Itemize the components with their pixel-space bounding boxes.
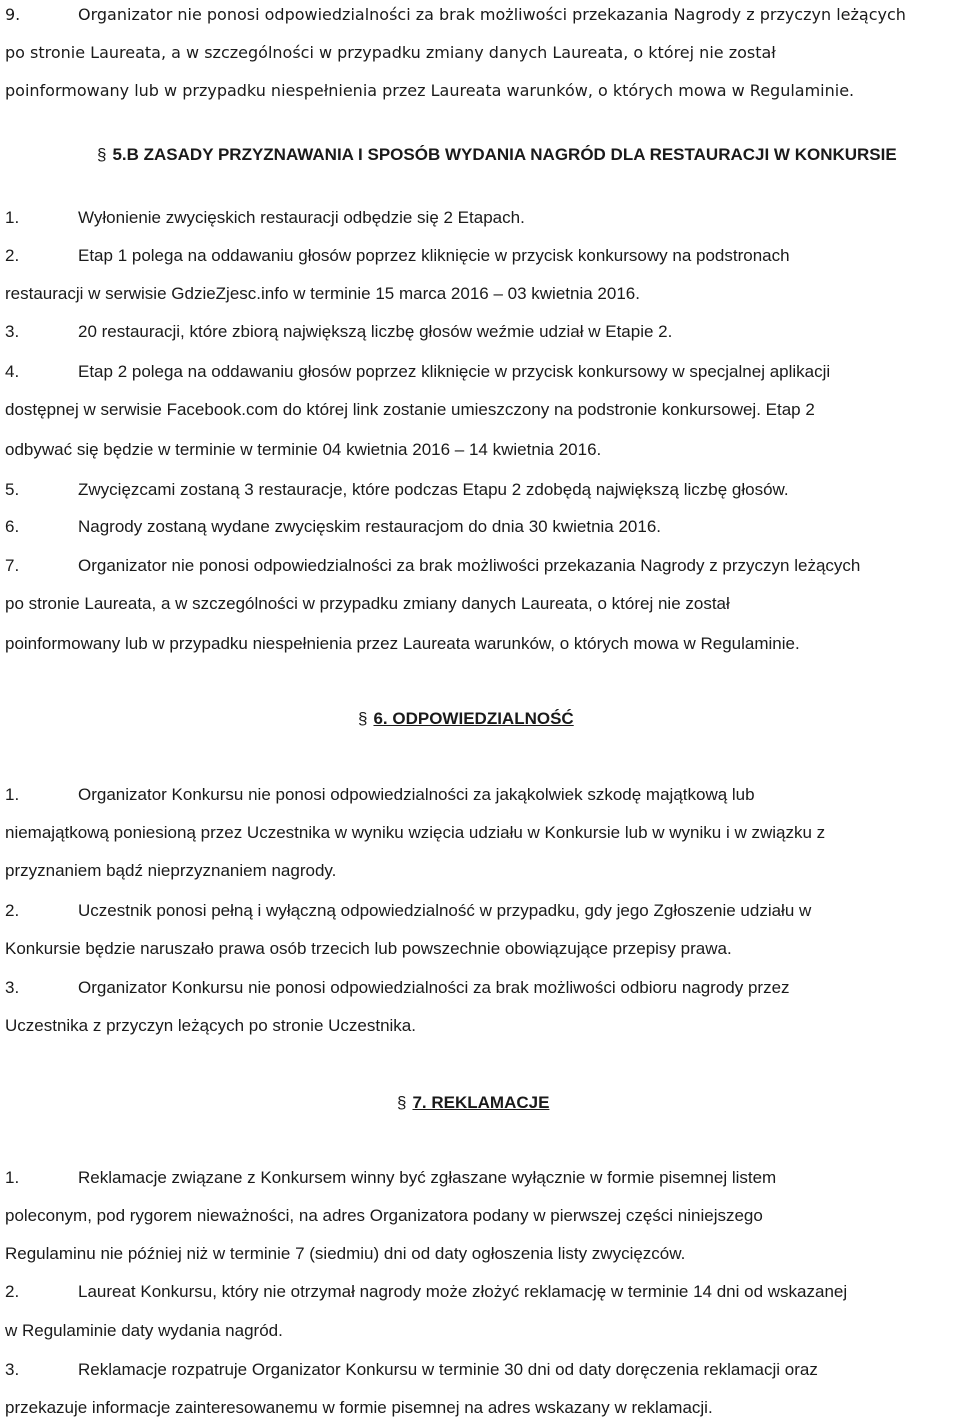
item-continuation	[5, 634, 800, 654]
item-text: Organizator Konkursu nie ponosi odpowiedzialności za brak możliwości odbioru nagrody przez	[78, 978, 790, 997]
list-item	[5, 480, 789, 500]
item-text: przyznaniem bądź nieprzyznaniem nagrody.	[5, 861, 337, 880]
list-item	[5, 901, 811, 921]
item-number: 6.	[5, 517, 20, 536]
item-text: Zwycięzcami zostaną 3 restauracje, które podczas Etapu 2 zdobędą największą liczbę głosów.	[78, 480, 789, 499]
item-number: 3.	[5, 1360, 20, 1379]
item-text: poinformowany lub w przypadku niespełnienia przez Laureata warunków, o których mowa w Regulaminie.	[5, 634, 800, 653]
list-item	[5, 517, 661, 537]
list-item	[5, 1360, 818, 1380]
section-title: 6. ODPOWIEDZIALNOŚĆ	[373, 709, 574, 728]
item-text: Regulaminu nie później niż w terminie 7 (siedmiu) dni od daty ogłoszenia listy zwycięzców.	[5, 1244, 686, 1263]
section-heading-7	[397, 1093, 549, 1113]
item-text: Uczestnika z przyczyn leżących po stronie Uczestnika.	[5, 1016, 416, 1035]
item-continuation	[5, 284, 640, 304]
item-text: przekazuje informacje zainteresowanemu w formie pisemnej na adres wskazany w reklamacji.	[5, 1398, 713, 1417]
item-continuation	[5, 823, 825, 843]
item-text: poinformowany lub w przypadku niespełnienia przez Laureata warunków, o których mowa w Regulaminie.	[5, 81, 855, 100]
item-continuation	[5, 440, 601, 460]
item-text: Wyłonienie zwycięskich restauracji odbędzie się 2 Etapach.	[78, 208, 525, 227]
item-text: Organizator nie ponosi odpowiedzialności za brak możliwości przekazania Nagrody z przyczyn leżących	[78, 556, 861, 575]
item-continuation	[5, 1244, 685, 1264]
item-text: po stronie Laureata, a w szczególności w przypadku zmiany danych Laureata, o której nie został	[5, 594, 730, 613]
list-item	[5, 246, 790, 266]
item-number: 3.	[5, 322, 20, 341]
list-item	[5, 362, 830, 382]
item-text: Konkursie będzie naruszało prawa osób trzecich lub powszechnie obowiązujące przepisy prawa.	[5, 939, 732, 958]
list-item	[5, 785, 755, 805]
item-number: 2.	[5, 901, 20, 920]
item-text: Uczestnik ponosi pełną i wyłączną odpowiedzialność w przypadku, gdy jego Zgłoszenie udziału w	[78, 901, 812, 920]
item-continuation	[5, 400, 815, 420]
item-text: Etap 1 polega na oddawaniu głosów poprzez kliknięcie w przycisk konkursowy na podstronach	[78, 246, 790, 265]
item-text: dostępnej w serwisie Facebook.com do której link zostanie umieszczony na podstronie konkursowej. Etap 2	[5, 400, 815, 419]
section-sign: §	[97, 145, 107, 164]
item-continuation	[5, 1321, 283, 1341]
section-sign: §	[397, 1093, 407, 1112]
item-number: 5.	[5, 480, 20, 499]
item-continuation	[5, 81, 854, 101]
item-text: Nagrody zostaną wydane zwycięskim restauracjom do dnia 30 kwietnia 2016.	[78, 517, 662, 536]
section-title: 7. REKLAMACJE	[412, 1093, 550, 1112]
item-text: restauracji w serwisie GdzieZjesc.info w terminie 15 marca 2016 – 03 kwietnia 2016.	[5, 284, 640, 303]
item-text: odbywać się będzie w terminie w terminie 04 kwietnia 2016 – 14 kwietnia 2016.	[5, 440, 602, 459]
item-continuation	[5, 1206, 763, 1226]
item-text: 20 restauracji, które zbiorą największą liczbę głosów weźmie udział w Etapie 2.	[78, 322, 673, 341]
list-item	[5, 1282, 847, 1302]
item-text: Organizator nie ponosi odpowiedzialności za brak możliwości przekazania Nagrody z przyczyn leżących	[78, 5, 906, 24]
item-text: Laureat Konkursu, który nie otrzymał nagrody może złożyć reklamację w terminie 14 dni od wskazanej	[78, 1282, 848, 1301]
item-text: Etap 2 polega na oddawaniu głosów poprzez kliknięcie w przycisk konkursowy w specjalnej aplikacji	[78, 362, 831, 381]
item-continuation	[5, 861, 336, 881]
item-continuation	[5, 1398, 713, 1418]
item-text: w Regulaminie daty wydania nagród.	[5, 1321, 283, 1340]
item-continuation	[5, 594, 730, 614]
item-number: 3.	[5, 978, 20, 997]
item-text: Organizator Konkursu nie ponosi odpowiedzialności za jakąkolwiek szkodę majątkową lub	[78, 785, 755, 804]
item-text: po stronie Laureata, a w szczególności w przypadku zmiany danych Laureata, o której nie został	[5, 43, 776, 62]
item-text: Reklamacje rozpatruje Organizator Konkursu w terminie 30 dni od daty doręczenia reklamacji oraz	[78, 1360, 818, 1379]
list-item	[5, 556, 860, 576]
item-number: 7.	[5, 556, 20, 575]
list-item	[5, 322, 672, 342]
section-heading-5b	[97, 145, 897, 165]
list-item	[5, 978, 790, 998]
list-item-9	[5, 5, 906, 25]
item-text: niemajątkową poniesioną przez Uczestnika w wyniku wzięcia udziału w Konkursie lub w wyniku i w związku z	[5, 823, 826, 842]
item-text: poleconym, pod rygorem nieważności, na adres Organizatora podany w pierwszej części niniejszego	[5, 1206, 763, 1225]
item-number: 2.	[5, 1282, 20, 1301]
item-number: 4.	[5, 362, 20, 381]
item-number: 1.	[5, 208, 20, 227]
section-sign: §	[358, 709, 368, 728]
item-number: 1.	[5, 785, 20, 804]
item-continuation	[5, 939, 732, 959]
section-heading-6	[358, 709, 574, 729]
item-number: 9.	[5, 5, 21, 24]
section-title: 5.B ZASADY PRZYZNAWANIA I SPOSÓB WYDANIA NAGRÓD DLA RESTAURACJI W KONKURSIE	[112, 145, 897, 164]
list-item	[5, 208, 525, 228]
item-continuation	[5, 43, 776, 63]
list-item	[5, 1168, 776, 1188]
item-text: Reklamacje związane z Konkursem winny być zgłaszane wyłącznie w formie pisemnej listem	[78, 1168, 777, 1187]
item-number: 2.	[5, 246, 20, 265]
item-number: 1.	[5, 1168, 20, 1187]
item-continuation	[5, 1016, 416, 1036]
